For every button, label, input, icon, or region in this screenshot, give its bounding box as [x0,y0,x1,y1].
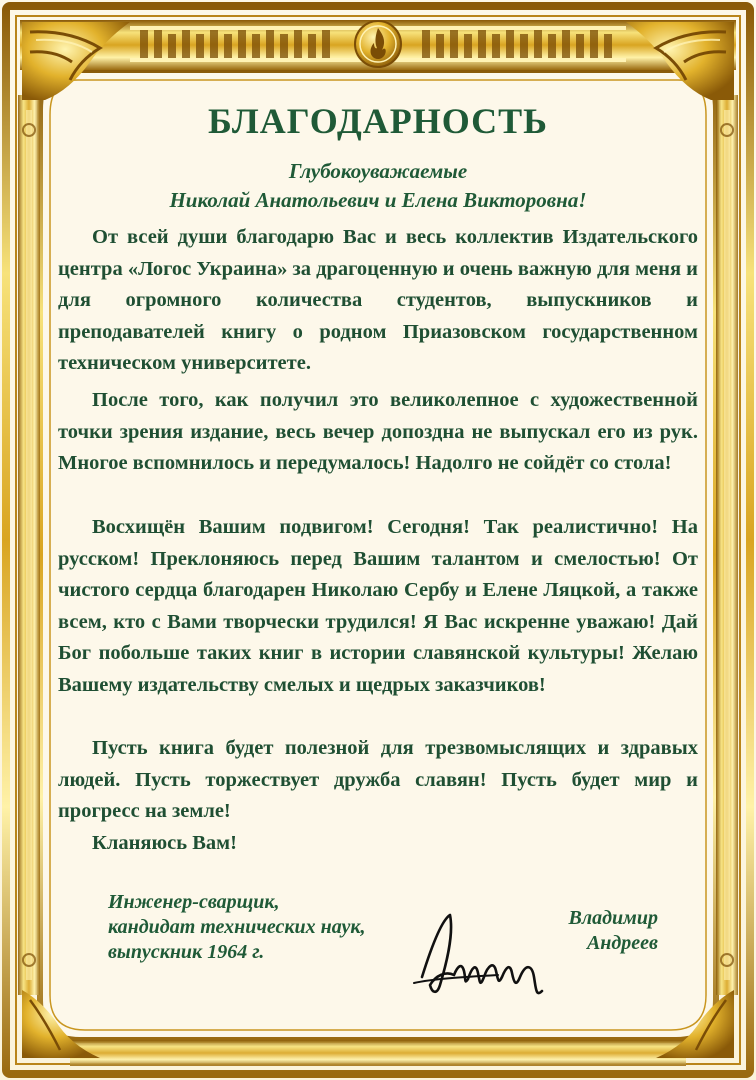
paragraph-3: Восхищён Вашим подвигом! Сегодня! Так реалистично! На русском! Преклоняюсь перед Вашим талантом и смелостью! От чистого сердца благодарен Николаю Сербу и Елене Ляцкой, а также всем, кто с Вами творчески трудился! Я Вас искренне уважаю! Дай Бог побольше таких книг в истории славянской культуры! Желаю Вашему издательству смелых и щедрых заказчиков! [58,516,698,696]
paragraph-4: Пусть книга будет полезной для трезвомыслящих и здравых людей. Пусть торжествует дружба славян! Пусть будет мир и прогресс на земле! [58,737,698,822]
signer-title [108,890,366,965]
signer-first-name: Владимир [568,907,658,929]
paragraph-1: От всей души благодарю Вас и весь коллектив Издательского центра «Логос Украина» за драгоценную и очень важную для меня и для огромного количества студентов, выпускников и преподавателей книгу о родном Приазовском государственном техническом университете. [58,226,698,374]
greeting-line-2: Николай Анатольевич и Елена Викторовна! [169,188,587,212]
signer-last-name: Андреев [586,932,658,954]
signer-title-line: Инженер-сварщик, [108,891,280,913]
greeting-line-1: Глубокоуважаемые [288,159,468,183]
handwritten-signature [402,905,562,1005]
flame-emblem-icon [352,18,404,70]
page-title: БЛАГОДАРНОСТЬ [208,101,548,141]
signer-title-line: кандидат технических наук, [108,916,366,938]
signer-title-line: выпускник 1964 г. [108,941,265,963]
paragraph-2: После того, как получил это великолепное с художественной точки зрения издание, весь вечер допоздна не выпускал его из рук. Многое вспомнилось и передумалось! Надолго не сойдёт со стола! [58,389,698,474]
signer-name [569,906,658,956]
paragraph-5: Кланяюсь Вам! [92,832,237,854]
